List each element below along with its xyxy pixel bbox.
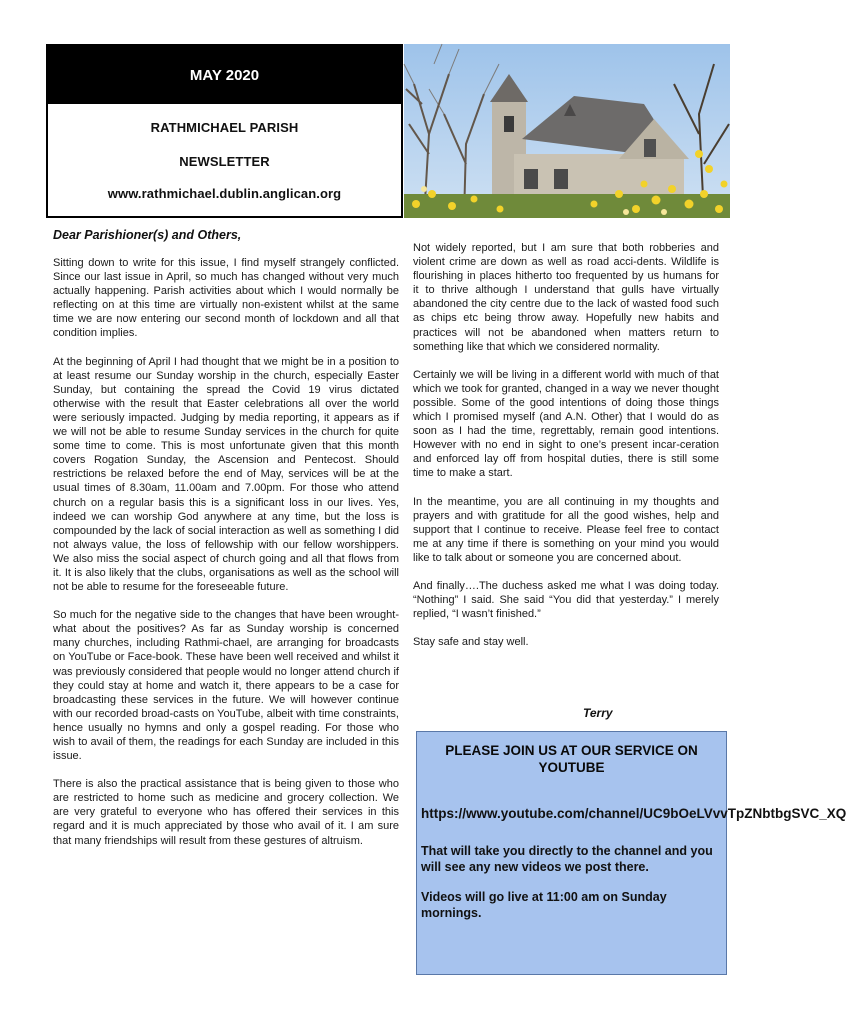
masthead — [46, 44, 403, 218]
left-column — [53, 256, 399, 862]
signature: Terry — [583, 706, 613, 720]
paragraph: Not widely reported, but I am sure that both robberies and violent crime are down as well as road acci-dents. Wildlife is flourishing in places hitherto too frequented by us humans for it to thrive although I understand that gulls have virtually abandoned the city centre due to the lack of wasted food such as chips etc being throw away. Hopefully new habits and practices will not be abandoned when matters return to something like that which we considered normality. — [413, 242, 719, 353]
paragraph: So much for the negative side to the changes that have been wrought- what about the positives? As far as Sunday worship is concerned many churches, including Rathmi-chael, are arranging for broadcasts on YouTube or Face-book. These have been well received and whilst it was previously considered that people would no longer attend church if they could stay at home and watch it, there appears to be a case for broadcasting these services in the future. We will however continue with our recorded broad-casts on YouTube, albeit with time constraints, hence usually no hymns and only a gospel reading. For those who wish to avail of them, the readings for each Sunday are included in this issue. — [53, 609, 399, 763]
paragraph: At the beginning of April I had thought that we might be in a position to at least resume our Sunday worship in the church, especially Easter Sunday, but containing the spread the Covid 19 virus dictated otherwise with the result that Easter celebrations all over the world were seriously impacted. Judging by media reporting, it appears as if we will not be able to resume Sunday services in the church for quite some time to come. This is most unfortunate given that this month covers Rogation Sunday, the Ascension and Pentecost. Should restrictions be relaxed before the end of May, services will be at the usual times of 8.30am, 11.00am and 7.00pm. For those who attend church on a regular basis this is a significant loss in our lives. Yes, indeed we can worship God anywhere at any time, but the loss is compounded by the lack of social interaction as well as something I did not always value, the loss of fellowship with our fellow worshippers. We also miss the social aspect of church going and all that flows from it. It is also likely that the clubs, organisations as well as the school will not be able to resume for the foreseeable future. — [53, 355, 399, 594]
paragraph: Sitting down to write for this issue, I find myself strangely conflicted. Since our last issue in April, so much has changed without very much actually happening. Parish activities about which I would normally be reflecting on at this time are virtually non-existent whilst at the same time we are now entering our second month of lockdown and all that condition implies. — [53, 257, 399, 340]
paragraph: And finally….The duchess asked me what I was doing today. “Nothing” I said. She said “You did that yesterday.” I merely replied, “I wasn’t finished.” — [413, 579, 719, 621]
youtube-notice-title: PLEASE JOIN US AT OUR SERVICE ON YOUTUBE — [445, 743, 698, 775]
paragraph: In the meantime, you are all continuing in my thoughts and prayers and with gratitude for all the good wishes, help and support that I continue to receive. Please feel free to contact me at any time if there is something on your mind you would like to talk about or someone you are concerned about. — [413, 495, 719, 564]
church-photo — [404, 44, 730, 218]
paragraph: There is also the practical assistance that is being given to those who are restricted to home such as medicine and grocery collection. We are very grateful to everyone who has offered their services in this regard and it is much appreciated by those who avail of it. I am sure that many friendships will result from these gestures of altruism. — [53, 778, 399, 847]
youtube-notice-body: That will take you directly to the channel and you will see any new videos we post there. — [421, 844, 713, 874]
paragraph: Certainly we will be living in a different world with much of that which we took for granted, changed in a way we never thought possible. Some of the good intentions of doing those things which I promised myself (and A.N. Other) that I would do as soon as I had the time, regrettably, remain good intentions. However with no end in sight to one’s present incar-ceration and enforced lay off from hospital duties, there is still some time to make a start. — [413, 368, 719, 480]
right-column — [413, 241, 719, 663]
youtube-notice-box — [416, 731, 846, 975]
newsletter-title: NEWSLETTER — [179, 154, 270, 169]
parish-name: RATHMICHAEL PARISH — [150, 120, 299, 135]
paragraph: Stay safe and stay well. — [413, 636, 529, 649]
youtube-channel-link[interactable]: https://www.youtube.com/channel/UC9bOeLVvvTpZNbtbgSVC_XQ — [421, 806, 846, 821]
website-link[interactable]: www.rathmichael.dublin.anglican.org — [107, 186, 342, 201]
issue-date: MAY 2020 — [48, 46, 401, 104]
greeting: Dear Parishioner(s) and Others, — [53, 228, 242, 242]
youtube-live-time: Videos will go live at 11:00 am on Sunday mornings. — [421, 890, 667, 920]
